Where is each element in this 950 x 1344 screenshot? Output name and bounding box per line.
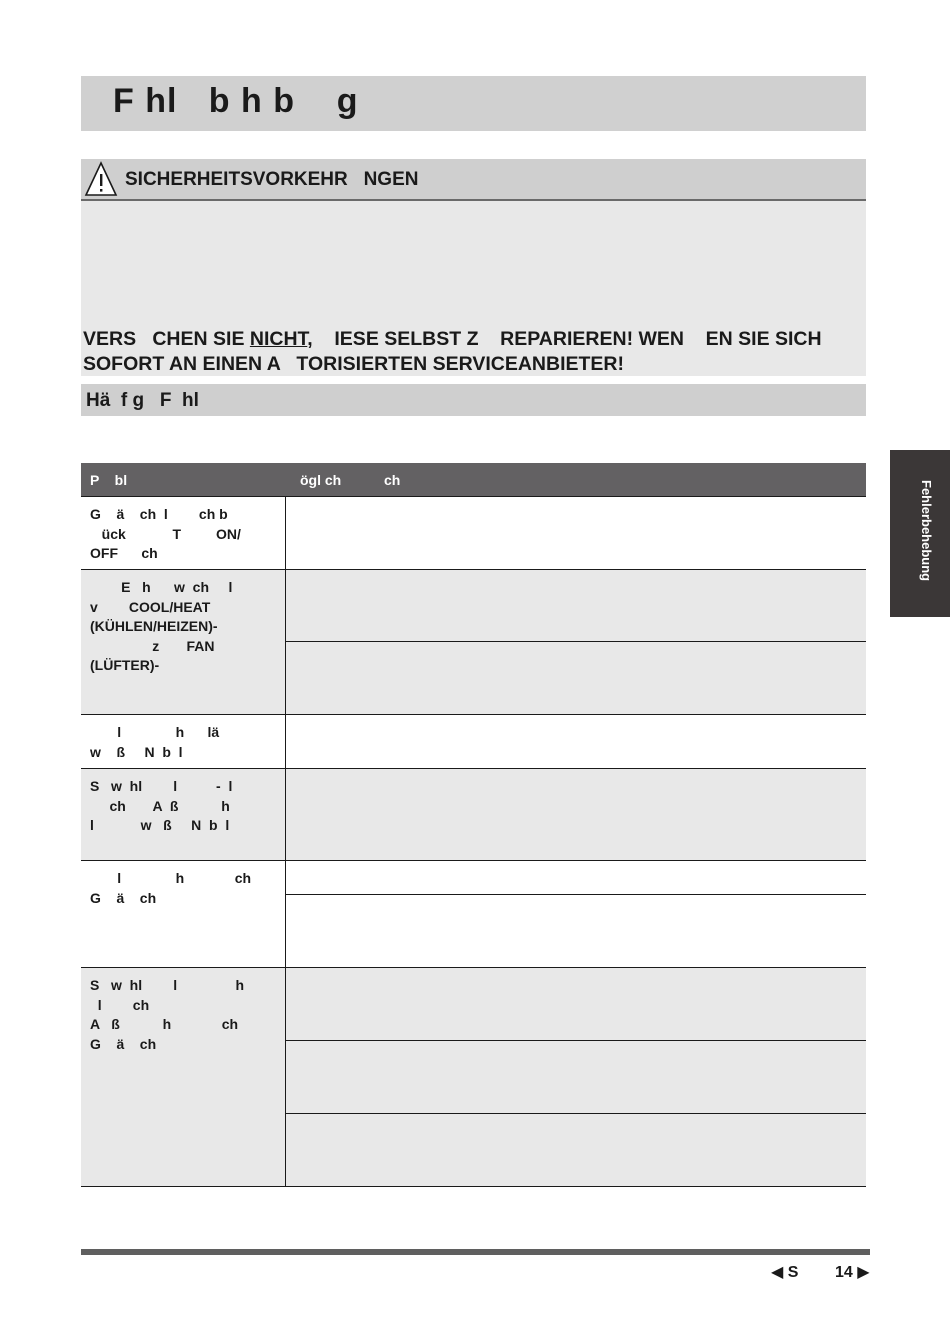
table-row bbox=[81, 968, 866, 1187]
page-title: F hl b h b g bbox=[113, 82, 359, 120]
safety-section bbox=[81, 201, 866, 376]
cause-entry bbox=[286, 861, 867, 895]
cause-entry bbox=[286, 895, 867, 967]
repair-warning bbox=[83, 327, 866, 377]
header-problem: P bl bbox=[81, 463, 285, 497]
cause-entry bbox=[286, 1114, 867, 1186]
warning-line1-start: VERS CHEN SIE bbox=[83, 328, 250, 350]
problem-cell: E h w ch l v COOL/HEAT (KÜHLEN/HEIZEN)- z FAN (LÜFTER)- bbox=[81, 570, 285, 715]
cause-cell bbox=[285, 769, 866, 861]
cause-entry bbox=[286, 1041, 867, 1114]
cause-entry bbox=[286, 642, 867, 714]
table-header-row bbox=[81, 463, 866, 497]
cause-cell bbox=[285, 497, 866, 570]
warning-line1-end: , IESE SELBST Z REPARIEREN! WEN EN SIE SICH bbox=[307, 328, 822, 350]
section-side-tab bbox=[890, 450, 950, 617]
cause-cell bbox=[285, 861, 866, 968]
cause-cell bbox=[285, 715, 866, 769]
cause-cell bbox=[285, 570, 866, 715]
safety-heading-bar bbox=[81, 159, 866, 201]
table-row bbox=[81, 570, 866, 715]
common-issues-heading-bar bbox=[81, 384, 866, 416]
safety-heading: SICHERHEITSVORKEHR NGEN bbox=[125, 169, 419, 190]
side-tab-label: Fehlerbehebung bbox=[919, 480, 934, 582]
page-number: 14 ▶ bbox=[835, 1264, 870, 1281]
footer-divider bbox=[81, 1249, 870, 1255]
table-row bbox=[81, 497, 866, 570]
warning-icon bbox=[84, 161, 118, 197]
header-cause: ögl ch ch bbox=[285, 463, 866, 497]
troubleshooting-table bbox=[81, 463, 866, 1187]
previous-page-marker: ◀ S bbox=[771, 1264, 799, 1281]
cause-entry bbox=[286, 715, 867, 768]
cause-cell bbox=[285, 968, 866, 1187]
table-row bbox=[81, 715, 866, 769]
cause-entry bbox=[286, 968, 867, 1041]
warning-emphasis: NICHT bbox=[249, 328, 308, 350]
warning-line2: SOFORT AN EINEN A TORISIERTEN SERVICEANBIETER! bbox=[83, 353, 625, 375]
table-row bbox=[81, 861, 866, 968]
cause-entry bbox=[286, 497, 867, 569]
problem-cell: S w hl l - l ch A ß h l w ß N b l bbox=[81, 769, 285, 861]
problem-cell: l h ch G ä ch bbox=[81, 861, 285, 968]
common-issues-heading: Hä f g F hl bbox=[86, 390, 199, 411]
problem-cell: G ä ch l ch b ück T ON/ OFF ch bbox=[81, 497, 285, 570]
title-bar bbox=[81, 76, 866, 131]
problem-cell: S w hl l h l ch A ß h ch G ä ch bbox=[81, 968, 285, 1187]
cause-entry bbox=[286, 570, 867, 642]
table-row bbox=[81, 769, 866, 861]
cause-entry bbox=[286, 769, 867, 860]
problem-cell: l h lä w ß N b l bbox=[81, 715, 285, 769]
